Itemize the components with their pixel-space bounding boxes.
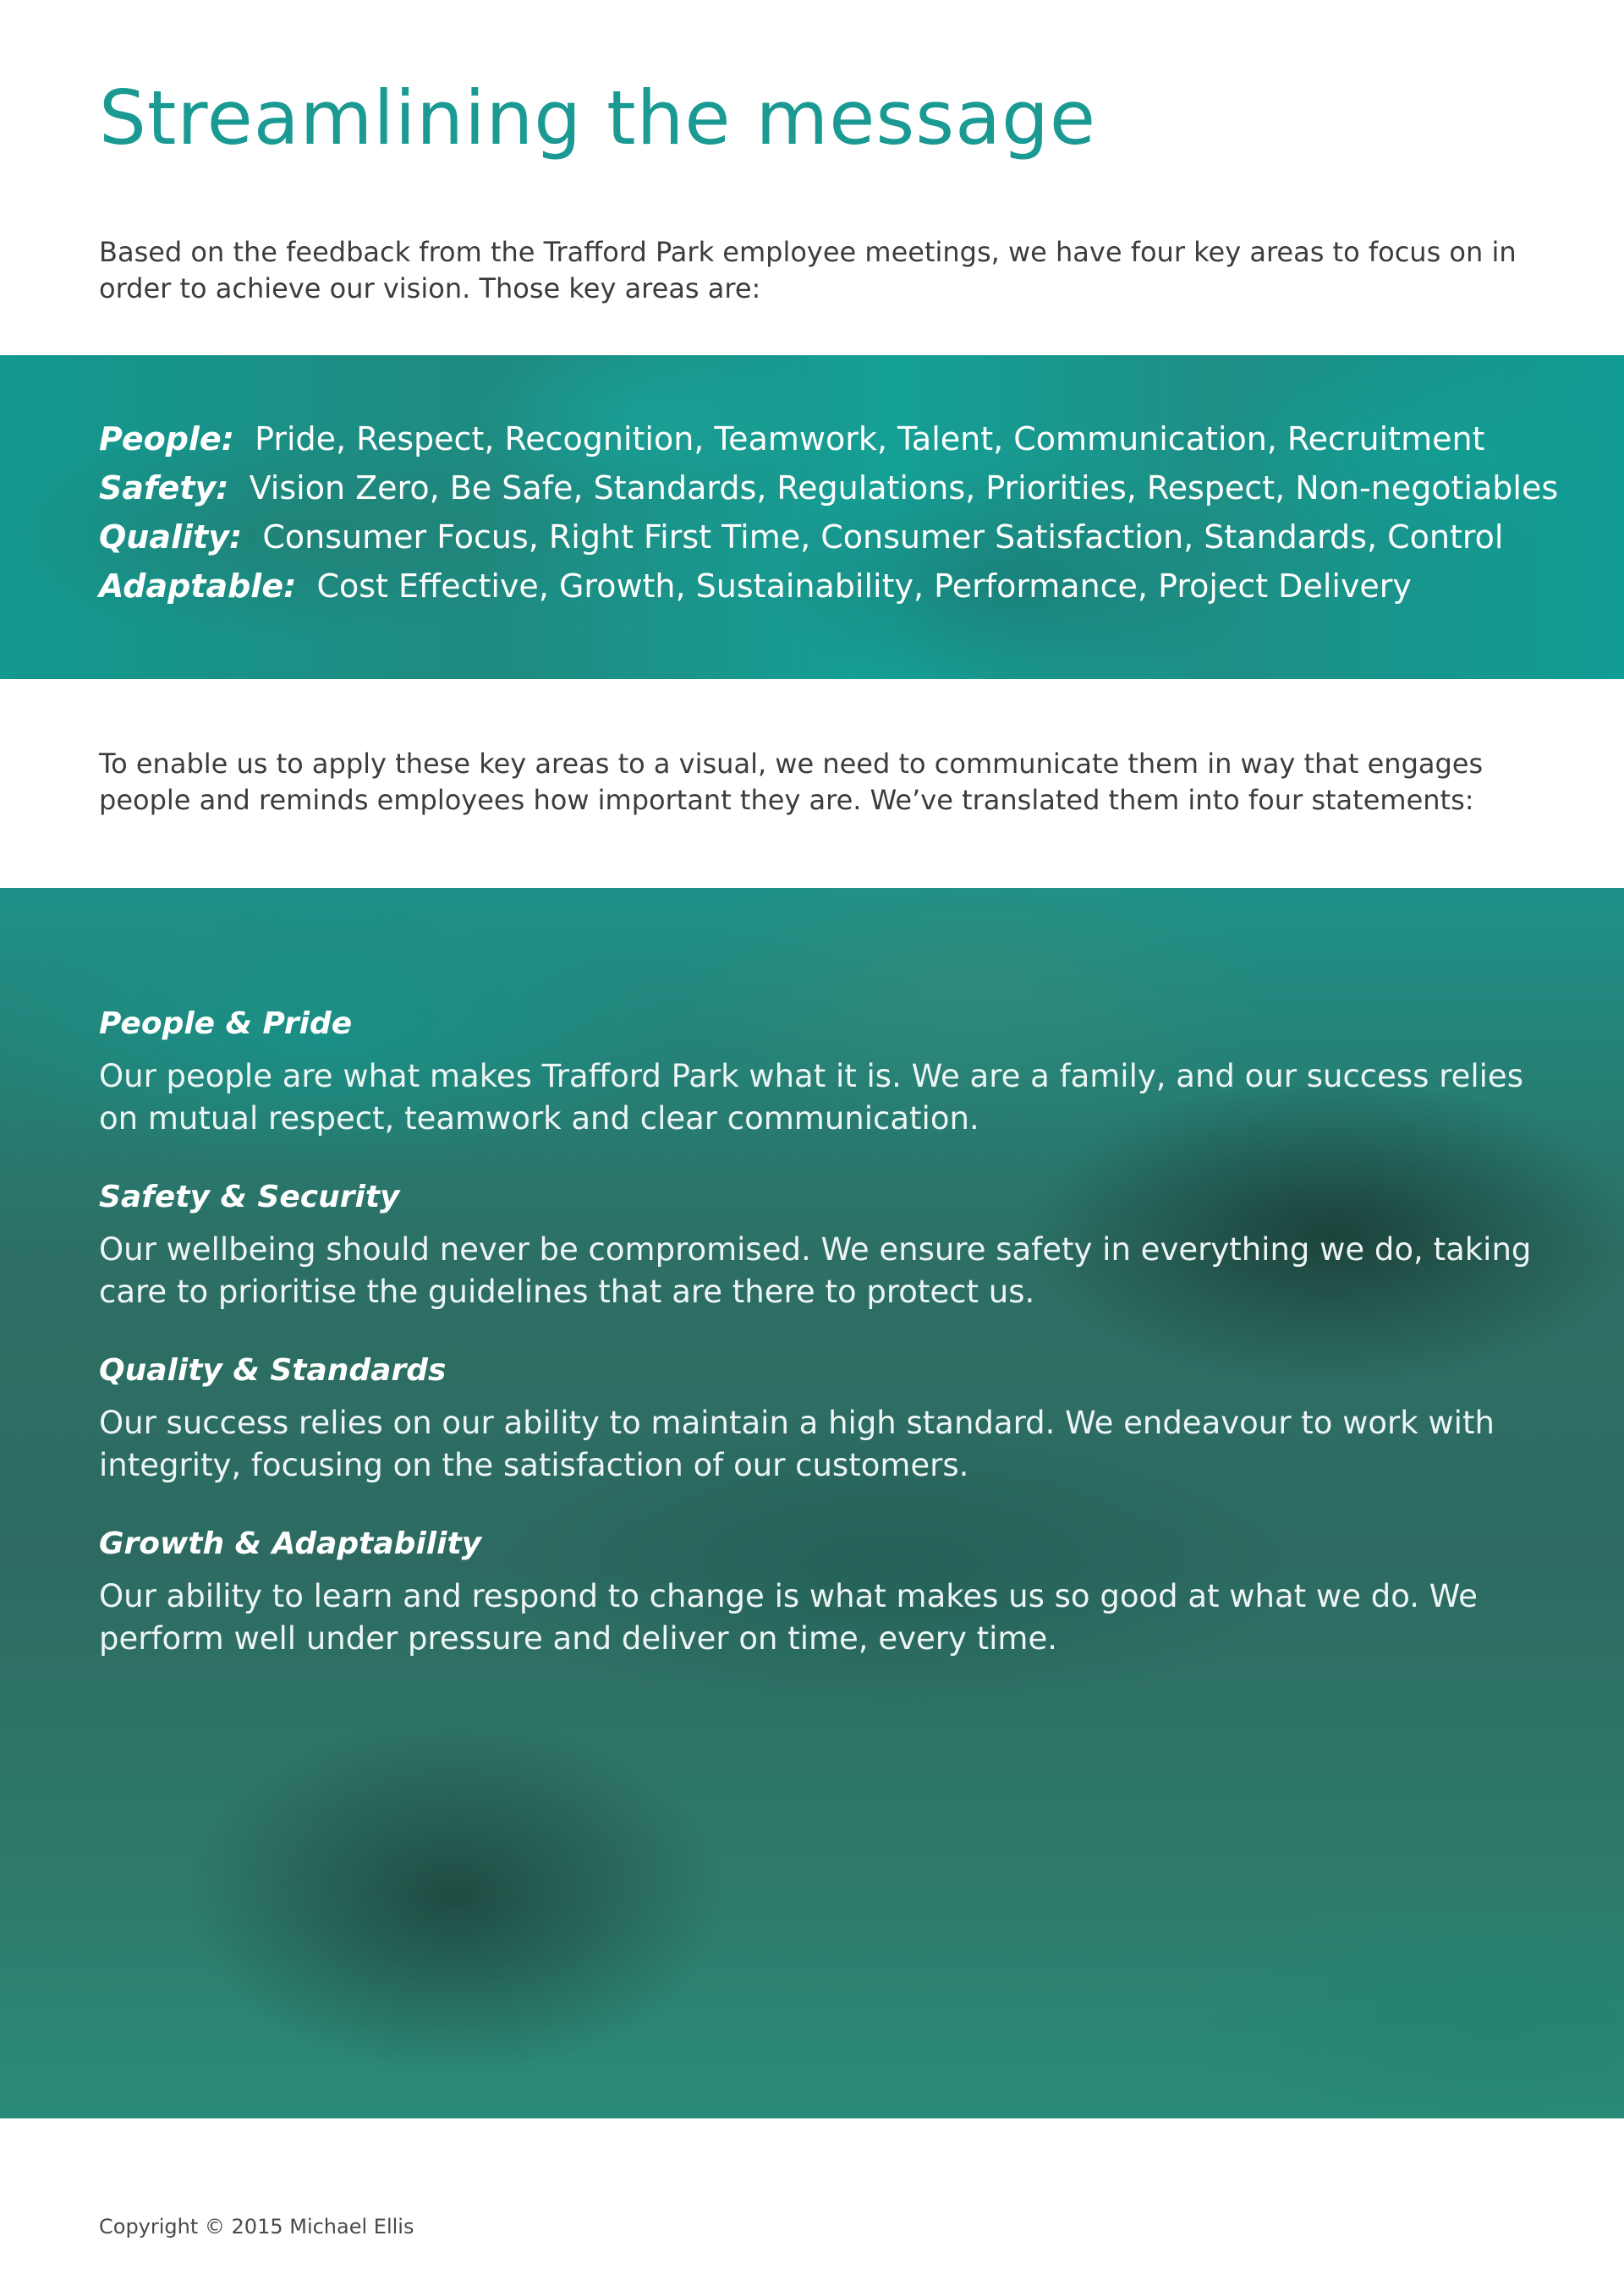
page-title: Streamlining the message — [99, 74, 1096, 162]
copyright-footer: Copyright © 2015 Michael Ellis — [99, 2215, 414, 2238]
intro-paragraph-2: To enable us to apply these key areas to a visual, we need to communicate them in way that engages people and reminds employees how important they are. We’ve translated them into four statements: — [99, 748, 1484, 816]
statement-body: Our success relies on our ability to maintain a high standard. We endeavour to work with integrity, focusing on the satisfaction of our customers. — [99, 1405, 1495, 1483]
key-area-separator: : — [229, 518, 243, 556]
statement-safety-security — [99, 1178, 1537, 1313]
statement-heading: Quality & Standards — [99, 1353, 447, 1388]
key-area-people — [99, 414, 1558, 463]
statements-list — [99, 1005, 1537, 1698]
statement-quality-standards — [99, 1351, 1537, 1487]
key-area-values: Vision Zero, Be Safe, Standards, Regulations, Priorities, Respect, Non-negotiables — [249, 469, 1559, 507]
key-area-label: Safety — [99, 469, 217, 507]
key-area-separator: : — [283, 567, 297, 605]
key-area-safety — [99, 463, 1558, 512]
statement-growth-adaptability — [99, 1525, 1537, 1660]
key-area-separator: : — [221, 420, 234, 458]
statement-heading: People & Pride — [99, 1006, 353, 1041]
key-area-adaptable — [99, 562, 1558, 611]
key-area-values: Consumer Focus, Right First Time, Consumer Satisfaction, Standards, Control — [262, 518, 1504, 556]
statement-body: Our wellbeing should never be compromised. We ensure safety in everything we do, taking care to prioritise the guidelines that are there to protect us. — [99, 1231, 1532, 1310]
statement-heading: Growth & Adaptability — [99, 1526, 482, 1561]
statements-band — [0, 888, 1624, 2118]
statement-body: Our people are what makes Trafford Park what it is. We are a family, and our success relies on mutual respect, teamwork and clear communication. — [99, 1058, 1523, 1137]
key-areas-band — [0, 355, 1624, 679]
key-area-values: Cost Effective, Growth, Sustainability, Performance, Project Delivery — [316, 567, 1412, 605]
key-area-quality — [99, 512, 1558, 562]
statement-heading: Safety & Security — [99, 1180, 400, 1214]
intro-paragraph-1: Based on the feedback from the Trafford Park employee meetings, we have four key areas to focus on in order to achieve our vision. Those key areas are: — [99, 236, 1517, 304]
key-area-values: Pride, Respect, Recognition, Teamwork, Talent, Communication, Recruitment — [255, 420, 1485, 458]
statement-body: Our ability to learn and respond to change is what makes us so good at what we do. We perform well under pressure and deliver on time, every time. — [99, 1578, 1478, 1657]
key-area-label: Quality — [99, 518, 229, 556]
key-area-label: People — [99, 420, 222, 458]
key-areas-list — [99, 414, 1558, 611]
key-area-label: Adaptable — [99, 567, 284, 605]
statement-people-pride — [99, 1005, 1537, 1140]
key-area-separator: : — [216, 469, 229, 507]
